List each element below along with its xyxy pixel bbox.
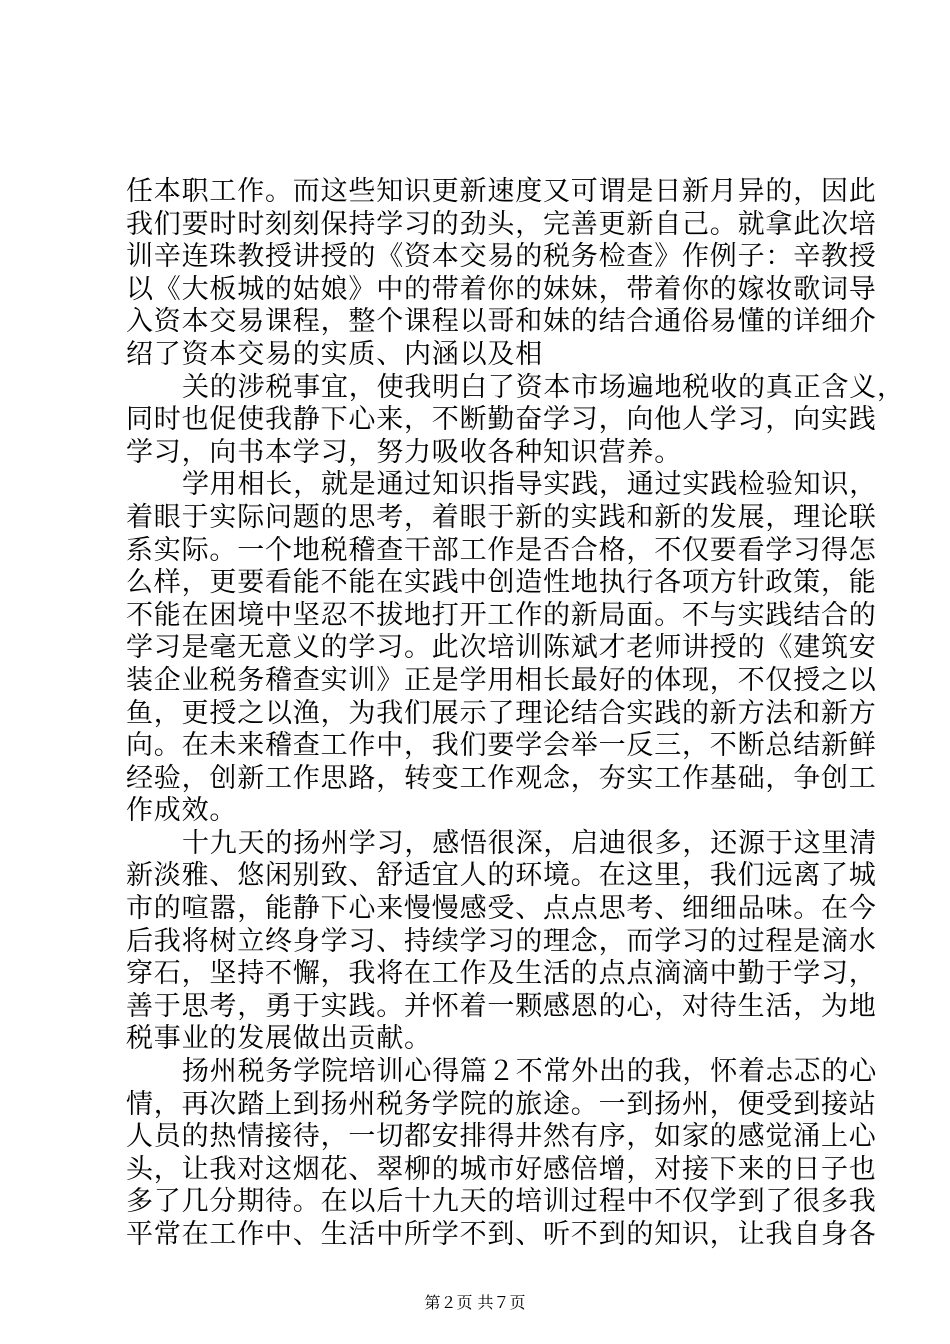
paragraph <box>126 1056 877 1252</box>
text-line: 鱼，更授之以渔，为我们展示了理论结合实践的新方法和新方 <box>126 697 877 729</box>
text-line: 关的涉税事宜，使我明白了资本市场遍地税收的真正含义， <box>182 371 905 403</box>
text-line: 扬州税务学院培训心得篇２不常外出的我，怀着忐忑的心 <box>182 1056 877 1088</box>
text-line: 入资本交易课程，整个课程以哥和妹的结合通俗易懂的详细介 <box>126 306 877 338</box>
text-line: 着眼于实际问题的思考，着眼于新的实践和新的发展，理论联 <box>126 501 877 533</box>
text-line: 装企业税务稽查实训》正是学用相长最好的体现，不仅授之以 <box>126 664 877 696</box>
text-line: 学用相长，就是通过知识指导实践，通过实践检验知识， <box>182 469 877 501</box>
page-number-label: 第２页 共７页 <box>424 1293 526 1312</box>
paragraph <box>126 469 877 828</box>
text-line: 学习是毫无意义的学习。此次培训陈斌才老师讲授的《建筑安 <box>126 632 877 664</box>
text-line: 平常在工作中、生活中所学不到、听不到的知识，让我自身各 <box>126 1219 877 1250</box>
text-line: 训辛连珠教授讲授的《资本交易的税务检查》作例子：辛教授 <box>126 241 877 273</box>
text-line: 任本职工作。而这些知识更新速度又可谓是日新月异的，因此 <box>126 176 877 207</box>
text-line: 么样，更要看能不能在实践中创造性地执行各项方针政策，能 <box>126 567 877 599</box>
text-line: 向。在未来稽查工作中，我们要学会举一反三，不断总结新鲜 <box>126 730 877 762</box>
text-line: 税事业的发展做出贡献。 <box>126 1023 432 1055</box>
text-line: 经验，创新工作思路，转变工作观念，夯实工作基础，争创工 <box>126 762 877 794</box>
text-line: 我们要时时刻刻保持学习的劲头，完善更新自己。就拿此次培 <box>126 208 877 240</box>
paragraph <box>126 176 877 372</box>
text-line: 后我将树立终身学习、持续学习的理念，而学习的过程是滴水 <box>126 925 877 957</box>
text-line: 多了几分期待。在以后十九天的培训过程中不仅学到了很多我 <box>126 1186 877 1218</box>
text-line: 不能在困境中坚忍不拔地打开工作的新局面。不与实践结合的 <box>126 599 877 631</box>
paragraph <box>126 827 877 1056</box>
text-line: 十九天的扬州学习，感悟很深，启迪很多，还源于这里清 <box>182 827 877 859</box>
text-line: 人员的热情接待，一切都安排得井然有序，如家的感觉涌上心 <box>126 1121 877 1153</box>
text-line: 作成效。 <box>126 795 238 827</box>
document-body <box>126 176 905 1252</box>
text-line: 市的喧嚣，能静下心来慢慢感受、点点思考、细细品味。在今 <box>126 893 877 925</box>
text-line: 情，再次踏上到扬州税务学院的旅途。一到扬州，便受到接站 <box>126 1088 877 1120</box>
text-line: 新淡雅、悠闲别致、舒适宜人的环境。在这里，我们远离了城 <box>126 860 877 892</box>
text-line: 头，让我对这烟花、翠柳的城市好感倍增，对接下来的日子也 <box>126 1153 877 1185</box>
paragraph <box>126 371 905 470</box>
text-line: 同时也促使我静下心来，不断勤奋学习，向他人学习，向实践 <box>126 404 877 436</box>
text-line: 绍了资本交易的实质、内涵以及相 <box>126 338 543 370</box>
text-line: 善于思考，勇于实践。并怀着一颗感恩的心，对待生活，为地 <box>126 990 877 1022</box>
text-line: 系实际。一个地税稽查干部工作是否合格，不仅要看学习得怎 <box>126 534 877 566</box>
text-line: 以《大板城的姑娘》中的带着你的妹妹，带着你的嫁妆歌词导 <box>126 273 877 305</box>
page-footer <box>0 1293 950 1313</box>
text-line: 学习，向书本学习，努力吸收各种知识营养。 <box>126 436 682 468</box>
text-line: 穿石，坚持不懈，我将在工作及生活的点点滴滴中勤于学习， <box>126 958 877 990</box>
